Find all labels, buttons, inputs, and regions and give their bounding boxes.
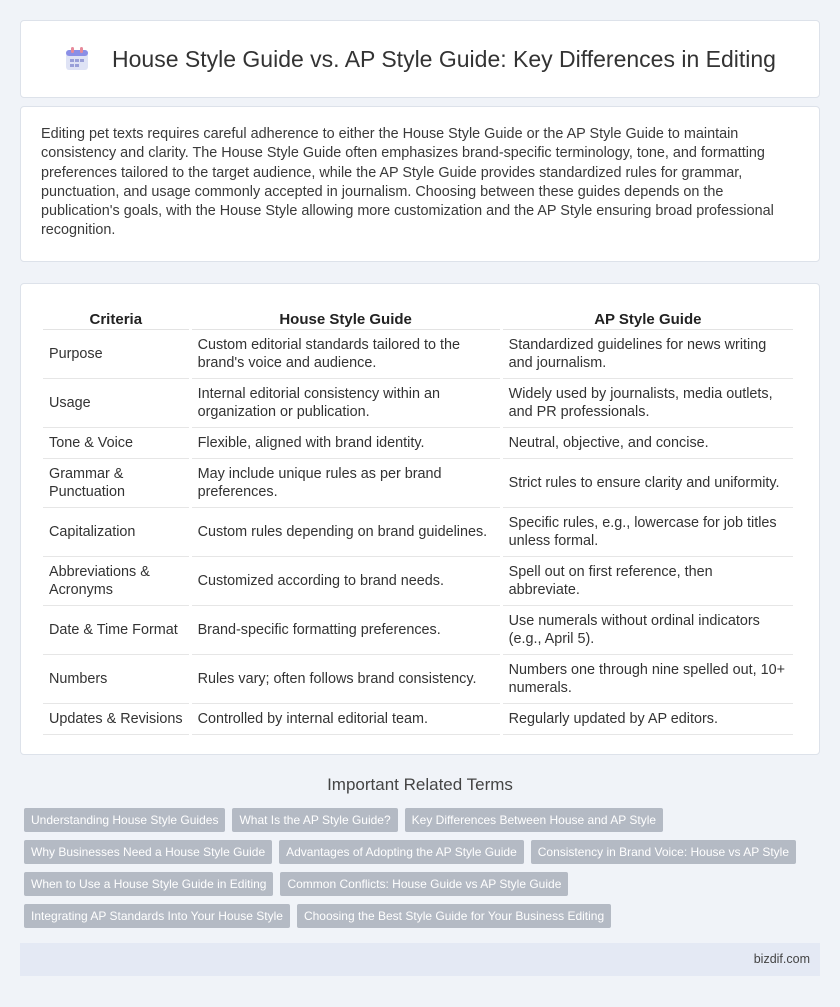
house-cell: Controlled by internal editorial team. xyxy=(192,704,500,735)
table-row xyxy=(43,379,793,428)
related-term-tag[interactable]: What Is the AP Style Guide? xyxy=(232,808,397,832)
calendar-icon xyxy=(64,46,90,72)
table-row xyxy=(43,428,793,459)
page-title: House Style Guide vs. AP Style Guide: Key Differences in Editing xyxy=(112,45,776,72)
criteria-cell: Tone & Voice xyxy=(43,428,189,459)
table-row xyxy=(43,330,793,379)
house-cell: May include unique rules as per brand preferences. xyxy=(192,459,500,508)
intro-paragraph: Editing pet texts requires careful adherence to either the House Style Guide or the AP Style Guide to maintain consistency and clarity. The House Style Guide often emphasizes brand-specific terminology, tone, and formatting preferences tailored to the target audience, while the AP Style Guide provides standardized rules for grammar, punctuation, and usage commonly accepted in journalism. Choosing between these guides depends on the publication's goals, with the House Style allowing more customization and the AP Style ensuring broad professional recognition. xyxy=(41,126,774,239)
tag-row xyxy=(24,808,820,832)
house-cell: Brand-specific formatting preferences. xyxy=(192,606,500,655)
tag-row xyxy=(24,872,820,896)
house-cell: Custom editorial standards tailored to the brand's voice and audience. xyxy=(192,330,500,379)
house-cell: Customized according to brand needs. xyxy=(192,557,500,606)
criteria-cell: Abbreviations & Acronyms xyxy=(43,557,189,606)
table-row xyxy=(43,508,793,557)
table-row xyxy=(43,655,793,704)
header-ap-style: AP Style Guide xyxy=(503,304,793,330)
house-cell: Flexible, aligned with brand identity. xyxy=(192,428,500,459)
criteria-cell: Purpose xyxy=(43,330,189,379)
header-house-style: House Style Guide xyxy=(192,304,500,330)
ap-cell: Spell out on first reference, then abbreviate. xyxy=(503,557,793,606)
tag-row xyxy=(24,840,820,864)
ap-cell: Widely used by journalists, media outlets, and PR professionals. xyxy=(503,379,793,428)
criteria-cell: Updates & Revisions xyxy=(43,704,189,735)
ap-cell: Neutral, objective, and concise. xyxy=(503,428,793,459)
tag-row xyxy=(24,904,820,928)
criteria-cell: Usage xyxy=(43,379,189,428)
header-criteria: Criteria xyxy=(43,304,189,330)
table-row xyxy=(43,606,793,655)
intro-card xyxy=(20,106,820,262)
related-term-tag[interactable]: Integrating AP Standards Into Your House Style xyxy=(24,904,290,928)
footer-site-link[interactable]: bizdif.com xyxy=(753,952,810,966)
house-cell: Custom rules depending on brand guidelines. xyxy=(192,508,500,557)
table-row xyxy=(43,704,793,735)
ap-cell: Strict rules to ensure clarity and uniformity. xyxy=(503,459,793,508)
criteria-cell: Numbers xyxy=(43,655,189,704)
ap-cell: Use numerals without ordinal indicators (e.g., April 5). xyxy=(503,606,793,655)
related-term-tag[interactable]: When to Use a House Style Guide in Editing xyxy=(24,872,273,896)
related-term-tag[interactable]: Common Conflicts: House Guide vs AP Style Guide xyxy=(280,872,568,896)
house-cell: Internal editorial consistency within an organization or publication. xyxy=(192,379,500,428)
related-term-tag[interactable]: Choosing the Best Style Guide for Your Business Editing xyxy=(297,904,611,928)
footer xyxy=(20,943,820,976)
title-card xyxy=(20,20,820,98)
ap-cell: Standardized guidelines for news writing and journalism. xyxy=(503,330,793,379)
ap-cell: Specific rules, e.g., lowercase for job titles unless formal. xyxy=(503,508,793,557)
ap-cell: Regularly updated by AP editors. xyxy=(503,704,793,735)
ap-cell: Numbers one through nine spelled out, 10+ numerals. xyxy=(503,655,793,704)
related-term-tag[interactable]: Why Businesses Need a House Style Guide xyxy=(24,840,272,864)
comparison-table xyxy=(40,304,796,735)
comparison-card xyxy=(20,283,820,755)
table-header-row xyxy=(43,304,793,330)
criteria-cell: Date & Time Format xyxy=(43,606,189,655)
table-row xyxy=(43,459,793,508)
related-term-tag[interactable]: Key Differences Between House and AP Style xyxy=(405,808,663,832)
related-terms-title: Important Related Terms xyxy=(327,775,513,794)
related-terms-list xyxy=(24,808,820,936)
house-cell: Rules vary; often follows brand consistency. xyxy=(192,655,500,704)
related-term-tag[interactable]: Understanding House Style Guides xyxy=(24,808,225,832)
criteria-cell: Capitalization xyxy=(43,508,189,557)
related-term-tag[interactable]: Advantages of Adopting the AP Style Guide xyxy=(279,840,524,864)
related-term-tag[interactable]: Consistency in Brand Voice: House vs AP Style xyxy=(531,840,796,864)
table-row xyxy=(43,557,793,606)
criteria-cell: Grammar & Punctuation xyxy=(43,459,189,508)
